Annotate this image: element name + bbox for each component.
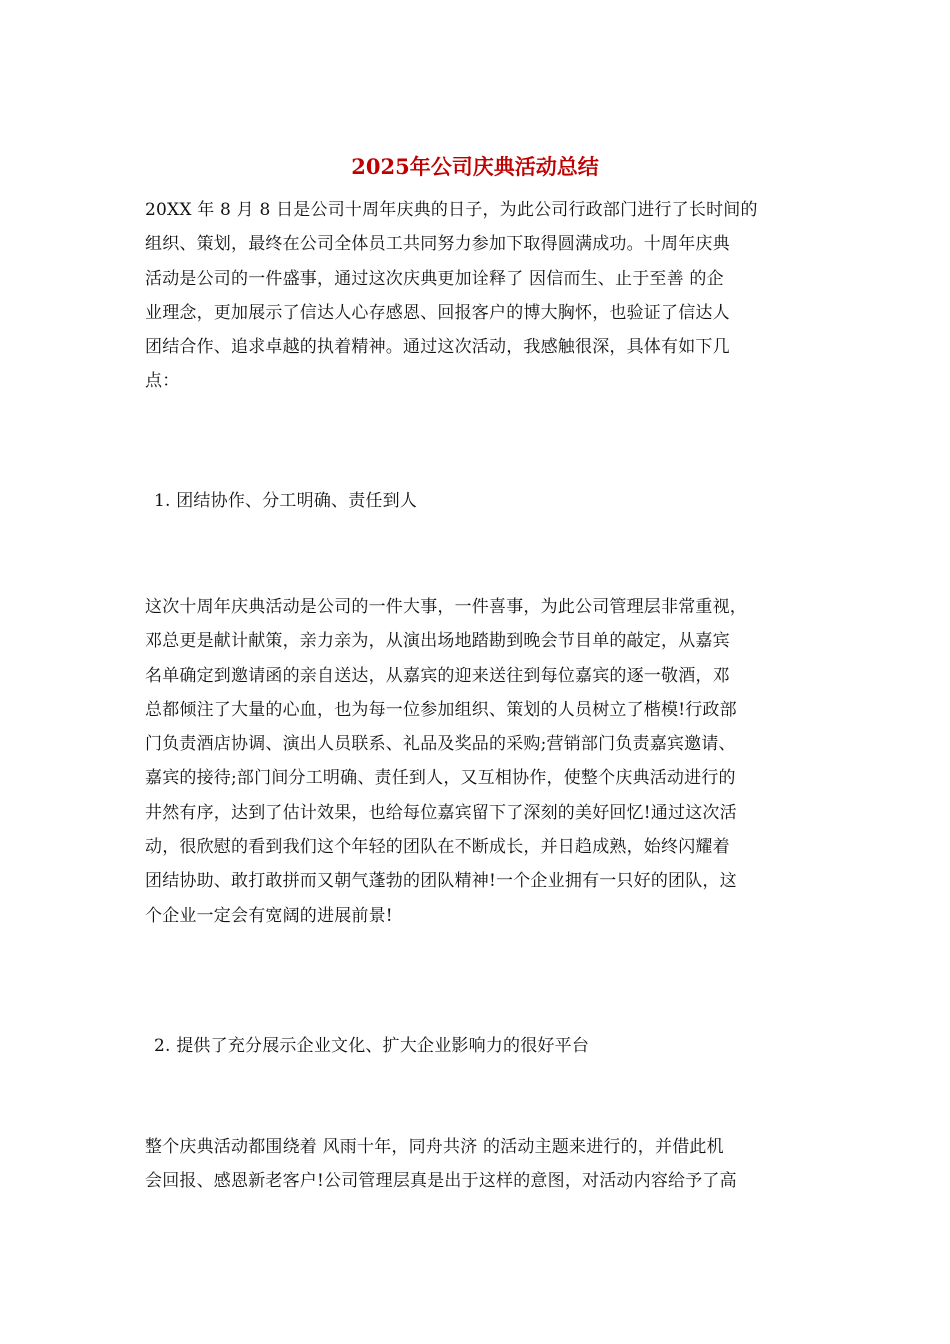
intro-line: 业理念，更加展示了信达人心存感恩、回报客户的博大胸怀，也验证了信达人 (145, 302, 730, 323)
section-heading-text: 2. 提供了充分展示企业文化、扩大企业影响力的很好平台 (154, 1036, 590, 1056)
paragraph-line: 会回报、感恩新老客户!公司管理层真是出于这样的意图，对活动内容给予了高 (145, 1171, 737, 1192)
section-heading-text: 1. 团结协作、分工明确、责任到人 (154, 491, 418, 511)
paragraph-line: 门负责酒店协调、演出人员联系、礼品及奖品的采购;营销部门负责嘉宾邀请、 (145, 734, 736, 755)
paragraph-line: 这次十周年庆典活动是公司的一件大事，一件喜事，为此公司管理层非常重视， (145, 597, 747, 617)
section-1-heading (154, 484, 819, 518)
paragraph-line: 嘉宾的接待;部门间分工明确、责任到人，又互相协作，使整个庆典活动进行的 (145, 768, 736, 789)
paragraph-line: 团结协助、敢打敢拼而又朝气蓬勃的团队精神!一个企业拥有一只好的团队，这 (145, 871, 737, 892)
paragraph-line: 个企业一定会有宽阔的进展前景! (145, 905, 393, 926)
section-1-paragraph (145, 590, 810, 933)
section-2-heading (154, 1029, 819, 1063)
paragraph-line: 井然有序，达到了估计效果，也给每位嘉宾留下了深刻的美好回忆!通过这次活 (145, 802, 737, 823)
paragraph-line: 名单确定到邀请函的亲自送达，从嘉宾的迎来送往到每位嘉宾的逐一敬酒，邓 (145, 665, 730, 686)
section-2-paragraph (145, 1130, 810, 1199)
paragraph-line: 邓总更是献计献策，亲力亲为，从演出场地踏勘到晚会节目单的敲定，从嘉宾 (145, 631, 730, 652)
intro-line: 活动是公司的一件盛事，通过这次庆典更加诠释了 因信而生、止于至善 的企 (145, 268, 724, 289)
intro-line: 20XX 年 8 月 8 日是公司十周年庆典的日子，为此公司行政部门进行了长时间的 (145, 200, 758, 220)
paragraph-line: 整个庆典活动都围绕着 风雨十年，同舟共济 的活动主题来进行的，并借此机 (145, 1137, 724, 1157)
intro-paragraph (145, 193, 810, 399)
document-title: 2025年公司庆典活动总结 (351, 154, 599, 179)
intro-line: 组织、策划，最终在公司全体员工共同努力参加下取得圆满成功。十周年庆典 (145, 234, 730, 255)
intro-line: 团结合作、追求卓越的执着精神。通过这次活动，我感触很深，具体有如下几 (145, 337, 730, 358)
intro-line: 点： (145, 371, 180, 392)
paragraph-line: 动，很欣慰的看到我们这个年轻的团队在不断成长，并日趋成熟，始终闪耀着 (145, 837, 730, 858)
paragraph-line: 总都倾注了大量的心血，也为每一位参加组织、策划的人员树立了楷模!行政部 (145, 699, 737, 720)
